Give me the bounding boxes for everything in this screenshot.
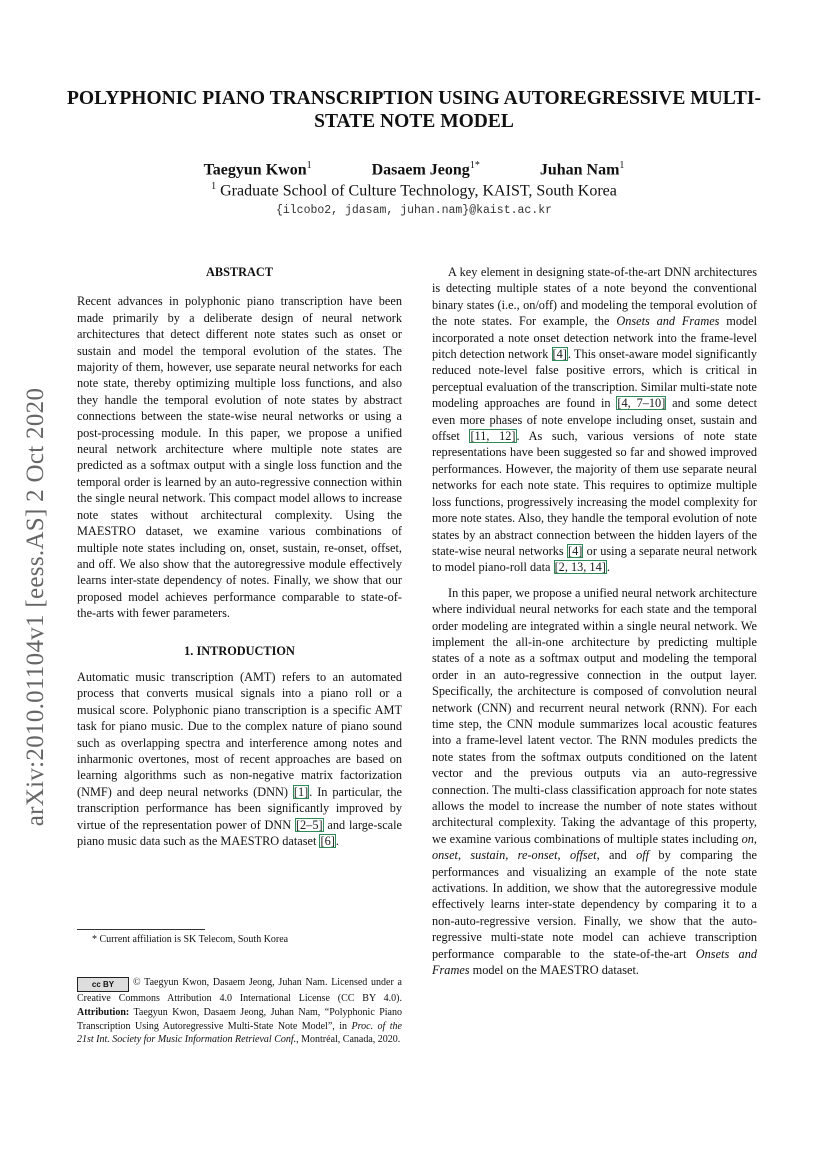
citation-link[interactable]: [11, 12]	[470, 429, 516, 444]
citation-link[interactable]: [4]	[552, 347, 567, 362]
abstract-heading: ABSTRACT	[206, 265, 273, 279]
citation-link[interactable]: [2, 13, 14]	[554, 560, 606, 575]
footnote-divider	[77, 929, 205, 930]
left-column	[77, 264, 402, 849]
right-column	[432, 264, 757, 978]
paragraph-proposal: In this paper, we propose a unified neural network architecture where individual neural networks for each state and the temporal order modeling are integrated within a single neural network. We implement the all-in-one architecture by predicting multiple states of a note as a softmax output and modeling the temporal order in an auto-regressive connection in the output layer. Specifically, the architecture is composed of convolution neural network (CNN) and recurrent neural network (RNN). For each time step, the CNN module summarizes local acoustic features into a frame-level latent vector. The RNN modules predicts the note states from the softmax outputs conditioned on the latent vector and the previous outputs via an auto-regressive connection. The multi-class classification approach for note states allows the model to increase the number of note states without architectural complexity. Taking the advantage of this property, we examine various combinations of multiple states including on, onset, sustain, re-onset, offset, and off by comparing the performances and visualizing an example of the note state activations. In addition, we show that the autoregressive module effectively learns inter-state dependency by comparing it to a non-auto-regressive version. Finally, we show that the auto-regressive multi-state note model can achieve transcription performance comparable to the state-of-the-art Onsets and Frames model on the MAESTRO dataset.	[432, 585, 758, 978]
introduction-paragraph: Automatic music transcription (AMT) refers to an automated process that converts musical signals into a piano roll or a musical score. Polyphonic piano transcription is a specific AMT task for piano music. Due to the complex nature of piano sound such as overlapping spectra and interference among notes and inharmonic overtones, most of recent approaches are based on learning algorithms such as non-negative matrix factorization (NMF) and deep neural networks (DNN) [1]. In particular, the transcription performance has been significantly improved by virtue of the representation power of DNN [2–5] and large-scale piano music data such as the MAESTRO dataset [6].	[77, 669, 402, 848]
citation-link[interactable]: [2–5]	[295, 817, 323, 832]
citation-link[interactable]: [6]	[320, 834, 335, 848]
paragraph-key-element: A key element in designing state-of-the-art DNN architectures is detecting multiple states of a note beyond the conventional binary states (i.e., on/off) and modeling the temporal evolution of the note states. For example, the Onsets and Frames model incorporated a note onset detection network into the frame-level pitch detection network [4]. This onset-aware model significantly reduced note-level false positive errors, which is critical in perceptual evaluation of the transcription. Similar multi-state note modeling approaches are found in [4, 7–10] and some detect even more phases of note envelope including onset, sustain and offset [11, 12]. As such, various versions of note state representations have been suggested so far and showed improved performances. However, the majority of them use separate neural networks for each note state. This requires to optimize multiple loss functions, progressively increasing the model complexity for more note states. Also, they handle the temporal evolution of note states by an abstract connection between the hidden layers of the state-wise neural networks [4] or using a separate neural network to model piano-roll data [2, 13, 14].	[432, 265, 758, 575]
license-notice: cc BY © Taegyun Kwon, Dasaem Jeong, Juhan Nam. Licensed under a Creative Commons Attribution 4.0 International License (CC BY 4.0). Attribution: Taegyun Kwon, Dasaem Jeong, Juhan Nam, “Polyphonic Piano Transcription Using Autoregressive Multi-State Note Model”, in Proc. of the 21st Int. Society for Music Information Retrieval Conf., Montréal, Canada, 2020.	[77, 977, 402, 1046]
abstract-text: Recent advances in polyphonic piano transcription have been made primarily by a deliberate design of neural network architectures that detect different note states such as onset or sustain and model the temporal evolution of the states. The majority of them, however, use separate neural networks for each note state, thereby optimizing multiple loss functions, and also they handle the temporal evolution of note states by abstract connections between the state-wise neural networks or using a post-processing module. In this paper, we propose a unified neural network architecture where multiple note states are predicted as a softmax output with a single loss function and the temporal order is learned by an auto-regressive connection within the single neural network. This compact model allows to increase note states without architectural complexity. Using the MAESTRO dataset, we examine various combinations of multiple note states including on, onset, sustain, re-onset, offset, and off. We also show that the autoregressive module effectively learns inter-state dependency of notes. Finally, we show that our proposed model achieves performance comparable to state-of-the-arts with fewer parameters.	[77, 294, 402, 621]
author-email: {ilcobo2, jdasam, juhan.nam}@kaist.ac.kr	[275, 204, 553, 217]
author-1: Taegyun Kwon$^1$	[203, 160, 312, 179]
citation-link[interactable]: [1]	[293, 784, 309, 799]
introduction-heading: 1. INTRODUCTION	[184, 643, 295, 658]
footnote: * Current affiliation is SK Telecom, South Korea	[92, 934, 289, 945]
arxiv-stamp: arXiv:2010.01104v1 [eess.AS] 2 Oct 2020	[22, 387, 49, 827]
author-2: Dasaem Jeong$^{1*}$	[371, 160, 480, 179]
citation-link[interactable]: [4, 7–10]	[617, 396, 666, 411]
author-list	[0, 160, 828, 179]
affiliation: $^1$ Graduate School of Culture Technology, KAIST, South Korea	[211, 181, 617, 200]
author-3: Juhan Nam$^1$	[539, 160, 625, 179]
cc-by-icon: cc BY	[77, 977, 129, 992]
citation-link[interactable]: [4]	[567, 543, 583, 558]
paper-title: POLYPHONIC PIANO TRANSCRIPTION USING AUTOREGRESSIVE MULTI-STATE NOTE MODEL	[66, 88, 762, 132]
